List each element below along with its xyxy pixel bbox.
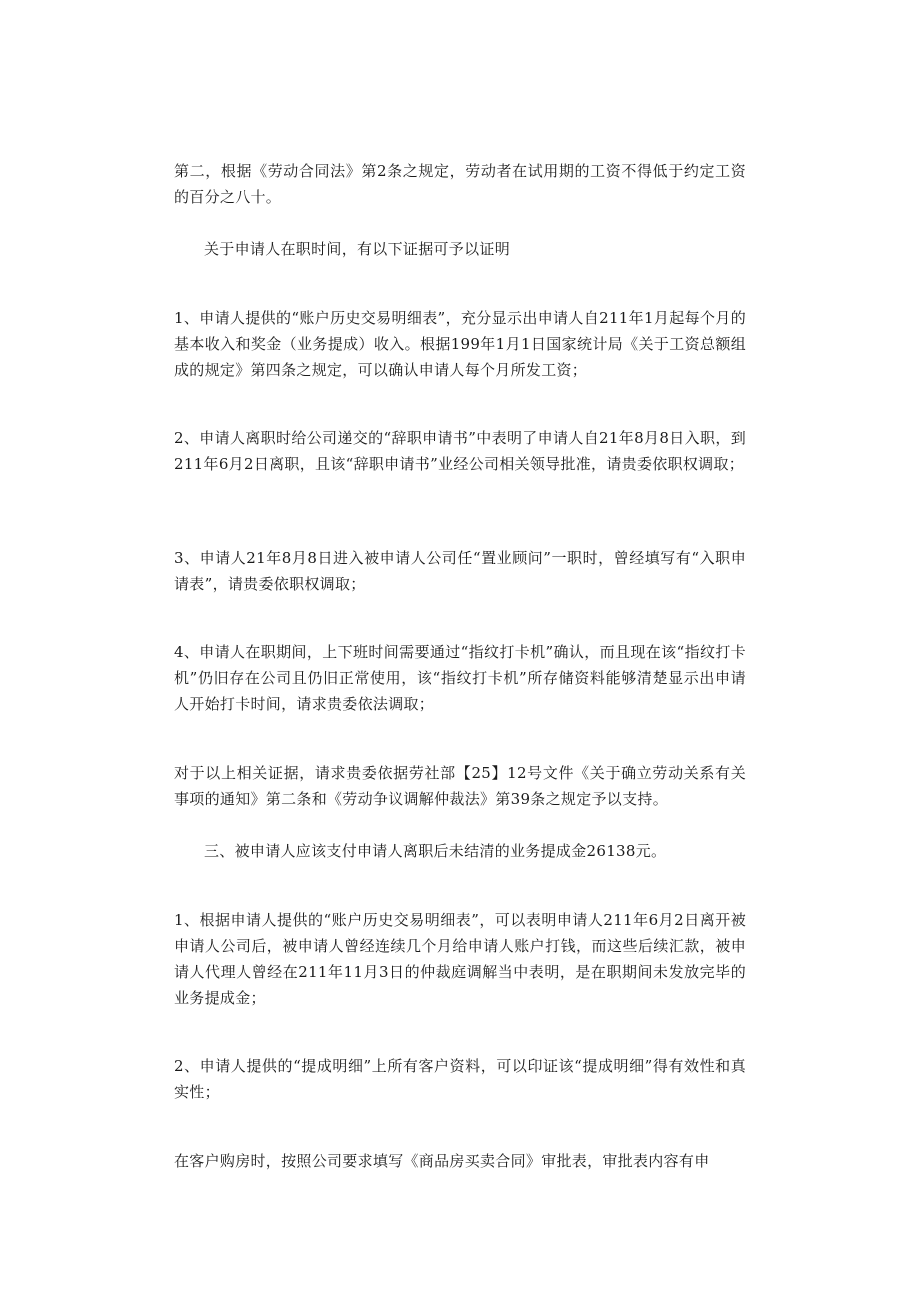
paragraph-commission-1: 1、根据申请人提供的“账户历史交易明细表”，可以表明申请人211年6月2日离开被申请人公司后，被申请人曾经连续几个月给申请人账户打钱，而这些后续汇款，被申请人代理人曾经在211年11月3日的仲裁庭调解当中表明，是在职期间未发放完毕的业务提成金；	[174, 911, 746, 1007]
paragraph-evidence-1: 1、申请人提供的“账户历史交易明细表”，充分显示出申请人自211年1月起每个月的基本收入和奖金（业务提成）收入。根据199年1月1日国家统计局《关于工资总额组成的规定》第四条之规定，可以确认申请人每个月所发工资；	[174, 309, 746, 379]
paragraph-commission-2: 2、申请人提供的“提成明细”上所有客户资料，可以印证该“提成明细”得有效性和真实性；	[174, 1057, 746, 1101]
paragraph-evidence-4: 4、申请人在职期间，上下班时间需要通过“指纹打卡机”确认，而且现在该“指纹打卡机”仍旧存在公司且仍旧正常使用，该“指纹打卡机”所存储资料能够清楚显示出申请人开始打卡时间，请求贵委依法调取；	[174, 643, 746, 713]
paragraph-probation-wage: 第二，根据《劳动合同法》第2条之规定，劳动者在试用期的工资不得低于约定工资的百分之八十。	[174, 162, 746, 206]
paragraph-purchase-contract: 在客户购房时，按照公司要求填写《商品房买卖合同》审批表，审批表内容有申	[174, 1152, 710, 1170]
paragraph-evidence-support-request: 对于以上相关证据，请求贵委依据劳社部【25】12号文件《关于确立劳动关系有关事项的通知》第二条和《劳动争议调解仲裁法》第39条之规定予以支持。	[174, 764, 746, 808]
paragraph-section-three-heading: 三、被申请人应该支付申请人离职后未结清的业务提成金26138元。	[204, 842, 667, 860]
paragraph-employment-evidence-heading: 关于申请人在职时间，有以下证据可予以证明	[204, 240, 511, 258]
paragraph-evidence-2: 2、申请人离职时给公司递交的“辞职申请书”中表明了申请人自21年8月8日入职，到211年6月2日离职，且该“辞职申请书”业经公司相关领导批准，请贵委依职权调取；	[174, 429, 746, 473]
paragraph-evidence-3: 3、申请人21年8月8日进入被申请人公司任“置业顾问”一职时，曾经填写有“入职申请表”，请贵委依职权调取；	[174, 549, 746, 593]
